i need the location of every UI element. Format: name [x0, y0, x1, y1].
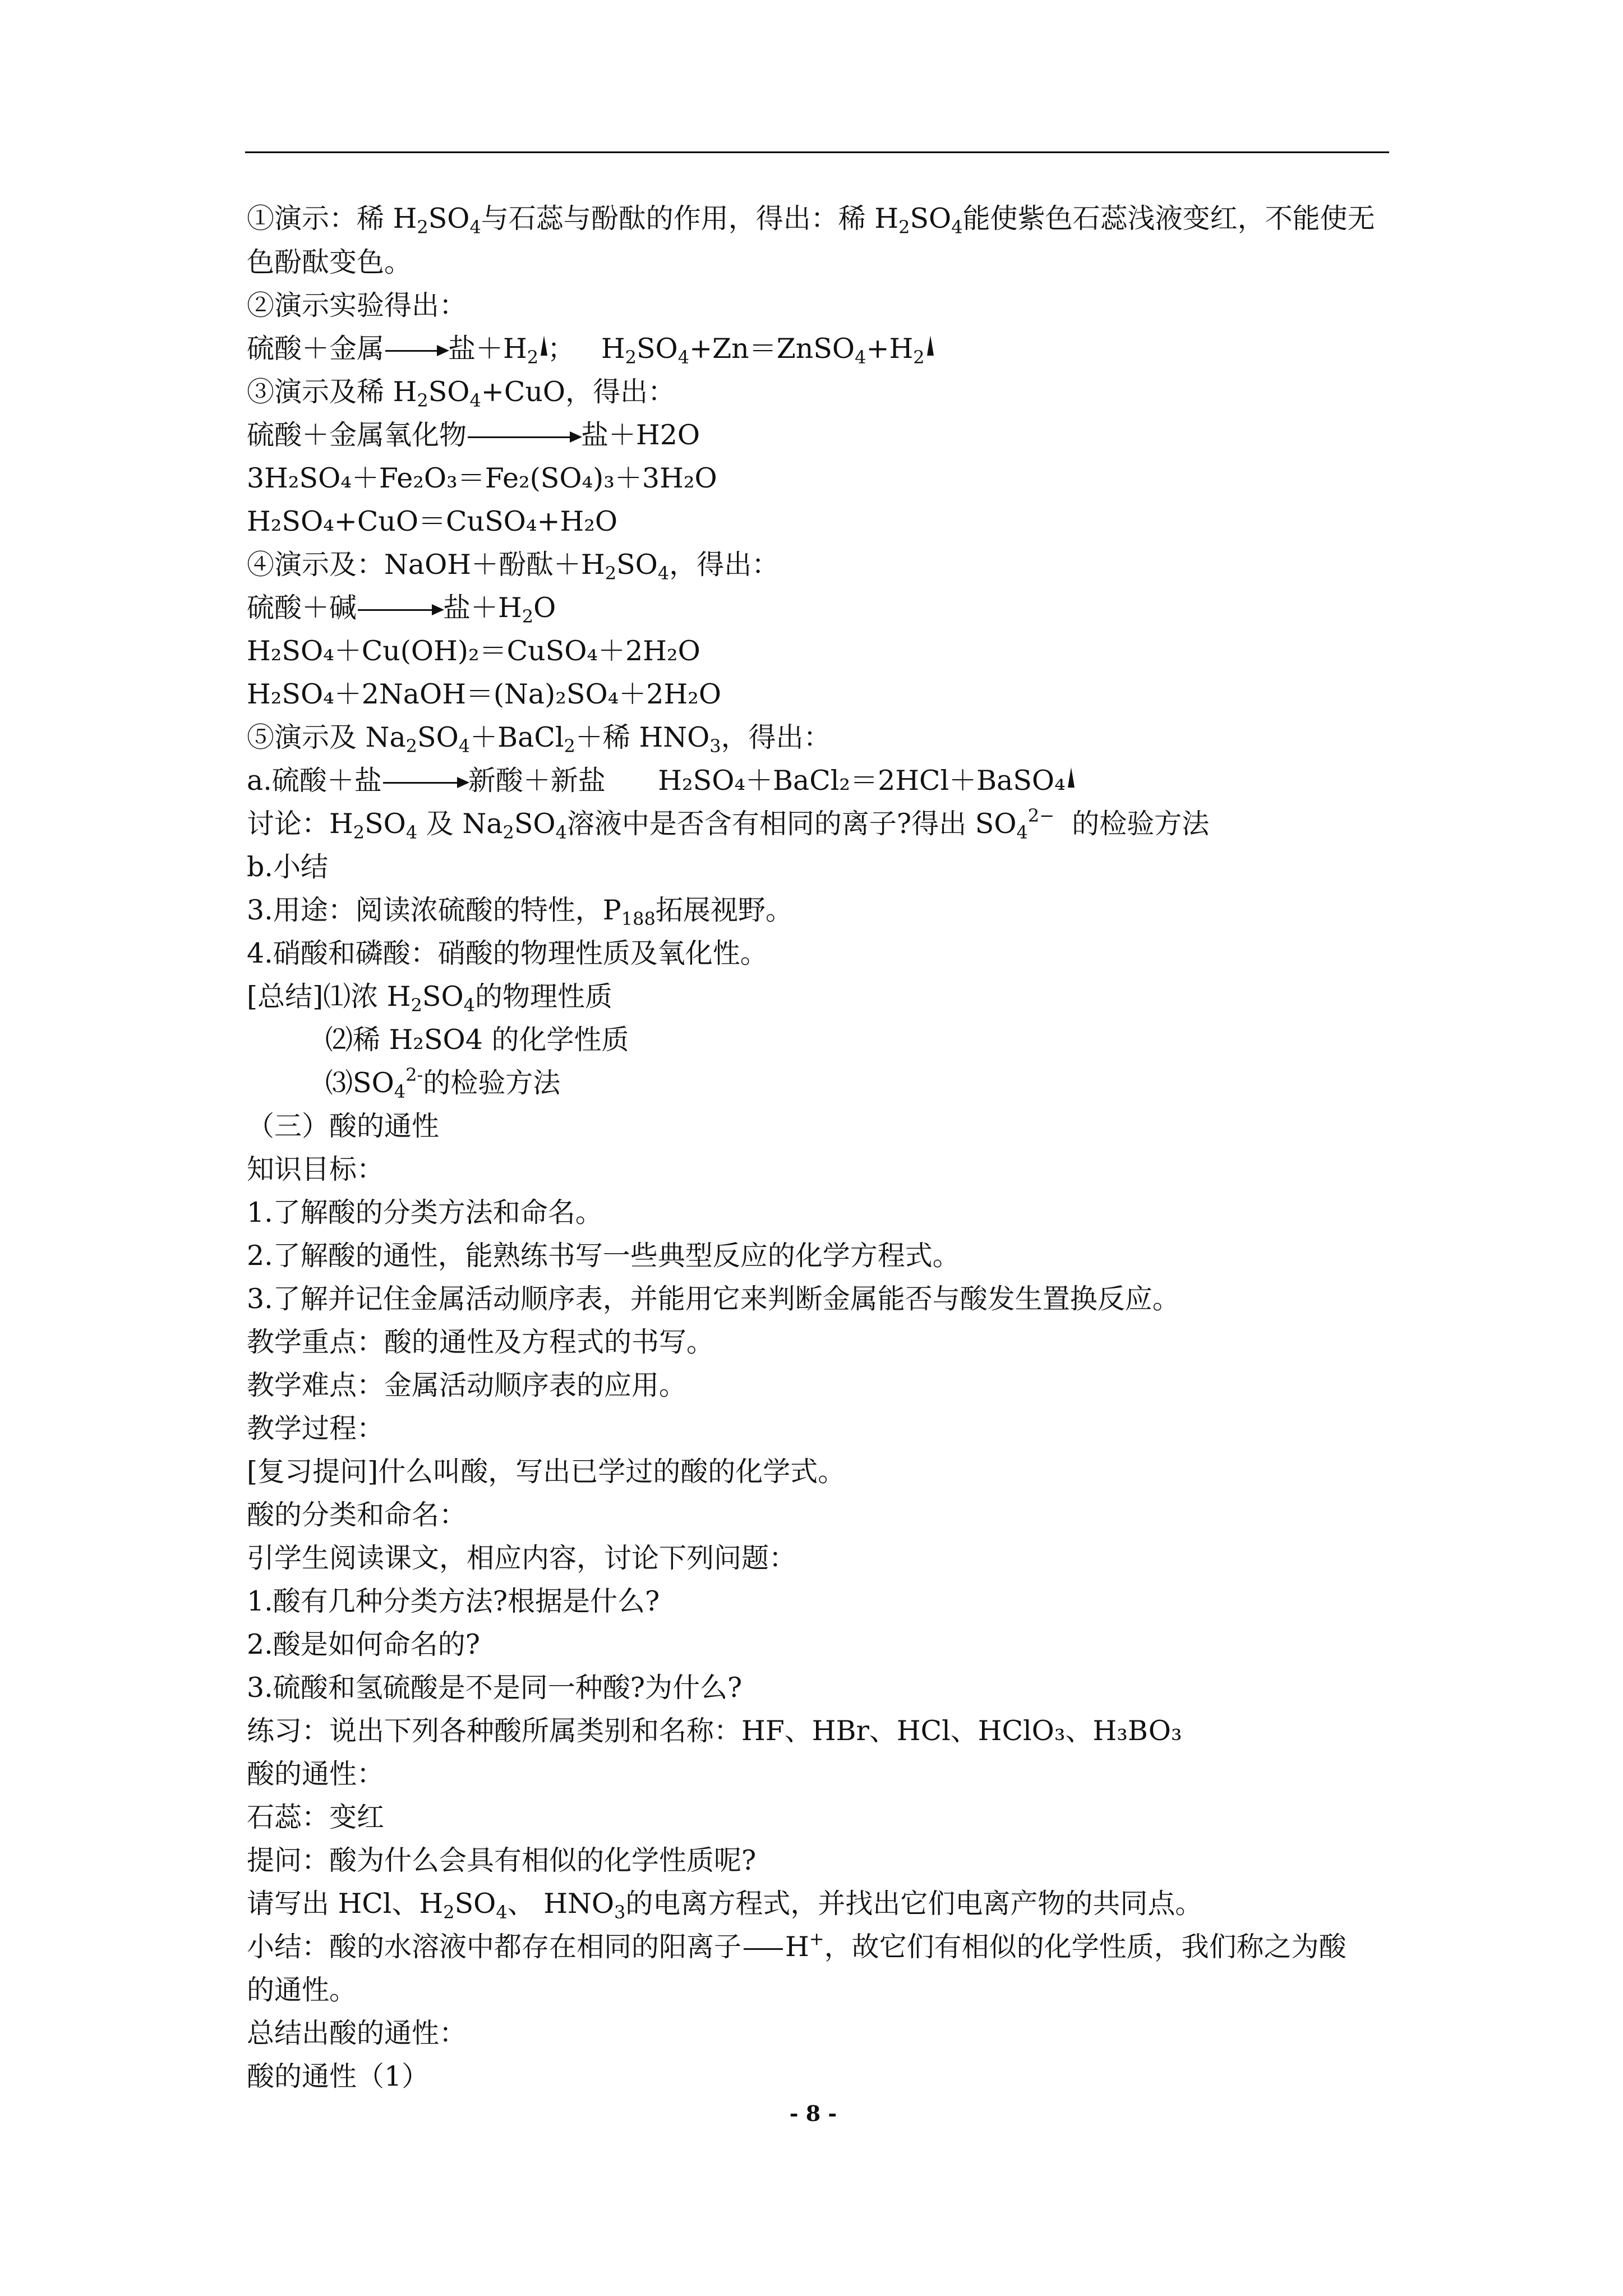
reaction-arrow	[385, 350, 447, 352]
line: 硫酸＋碱 盐$+H_2O$	[247, 592, 556, 627]
line: 酸的通性（1）	[247, 2060, 430, 2092]
line: 1.了解酸的分类方法和命名。	[247, 1197, 603, 1228]
header-rule	[245, 151, 1389, 153]
gas-arrow-icon	[541, 335, 547, 356]
reaction-arrow	[383, 782, 467, 784]
reaction-arrow	[468, 436, 580, 438]
line: ⑵稀 H₂SO4 的化学性质	[325, 1024, 629, 1056]
line: 讨论：$H_2SO_4$ 及 $Na_2SO_4$溶液中是否含有相同的离子?得出 $SO_4^{2-}$ 的检验方法	[247, 805, 1210, 843]
line: $⑶SO_4^{2-}$的检验方法	[325, 1064, 561, 1102]
line: 3.了解并记住金属活动顺序表，并能用它来判断金属能否与酸发生置换反应。	[247, 1283, 1180, 1315]
line: ②演示实验得出：	[247, 289, 467, 321]
line: 1.酸有几种分类方法?根据是什么?	[247, 1585, 660, 1617]
line: ①演示：稀 $H_2SO_4$与石蕊与酚酞的作用，得出：稀 $H_2SO_4$能使紫色石蕊浅液变红，不能使无	[247, 203, 1375, 238]
line: 酸的分类和命名：	[247, 1499, 467, 1531]
line: 酸的通性：	[247, 1758, 385, 1790]
line: 练习：说出下列各种酸所属类别和名称：HF、HBr、HCl、HClO₃、H₃BO₃	[247, 1715, 1182, 1747]
line: 2.了解酸的通性，能熟练书写一些典型反应的化学方程式。	[247, 1240, 960, 1272]
line: 2.酸是如何命名的?	[247, 1628, 481, 1660]
line: 色酚酞变色。	[247, 246, 412, 278]
line: [复习提问]什么叫酸，写出已学过的酸的化学式。	[247, 1456, 846, 1488]
section-heading: （三）酸的通性	[247, 1110, 440, 1142]
line: 教学过程：	[247, 1412, 385, 1444]
line: ⑤演示及 $Na_2SO_4+BaCl_2+$稀 $HNO_3$，得出：	[247, 721, 831, 757]
line: ③演示及稀 $H_2SO_4+CuO$，得出：	[247, 376, 676, 411]
reaction-arrow	[358, 609, 442, 611]
line: 小结：酸的水溶液中都存在相同的阳离子 H+，故它们有相似的化学性质，我们称之为酸	[247, 1928, 1347, 1963]
line: 3H₂SO₄＋Fe₂O₃＝Fe₂(SO₄)₃＋3H₂O	[247, 462, 717, 494]
line: 硫酸＋金属氧化物 盐＋H2O	[247, 419, 700, 451]
line: 引学生阅读课文，相应内容，讨论下列问题：	[247, 1542, 797, 1574]
page-number: - 8 -	[789, 2101, 837, 2126]
line: 4.硝酸和磷酸：硝酸的物理性质及氧化性。	[247, 937, 768, 969]
line: 硫酸＋金属 盐$+H_2$ ； $H_2SO_4+Zn=ZnSO_4+H_2$	[247, 332, 934, 366]
dash	[744, 1948, 783, 1950]
line: [总结]⑴浓 $H_2SO_4$的物理性质	[247, 981, 613, 1016]
line: 教学难点：金属活动顺序表的应用。	[247, 1369, 687, 1401]
line: 3.硫酸和氢硫酸是不是同一种酸?为什么?	[247, 1672, 743, 1704]
line: 请写出 HCl、$H_2SO_4$、 $HNO_3$的电离方程式，并找出它们电离产物的共同点。	[247, 1888, 1203, 1923]
gas-arrow-icon	[927, 335, 934, 356]
line: H₂SO₄+CuO＝CuSO₄+H₂O	[247, 505, 618, 537]
line: ④演示及：NaOH＋酚酞$+H_2SO_4$，得出：	[247, 549, 780, 584]
line: H₂SO₄＋Cu(OH)₂＝CuSO₄＋2H₂O	[247, 635, 700, 667]
line: b.小结	[247, 851, 328, 883]
line: 知识目标：	[247, 1153, 385, 1185]
line: H₂SO₄＋2NaOH＝(Na)₂SO₄＋2H₂O	[247, 678, 721, 710]
line: 的通性。	[247, 1974, 357, 2006]
line: 提问：酸为什么会具有相似的化学性质呢?	[247, 1844, 757, 1876]
line: 总结出酸的通性：	[247, 2017, 467, 2049]
line: 3.用途：阅读浓硫酸的特性，$P_{188}$拓展视野。	[247, 894, 793, 930]
line: 教学重点：酸的通性及方程式的书写。	[247, 1326, 714, 1358]
gas-arrow-icon	[1068, 767, 1075, 788]
line: a.硫酸＋盐 新酸＋新盐 H₂SO₄＋BaCl₂＝2HCl＋BaSO₄	[247, 764, 1075, 798]
line: 石蕊：变红	[247, 1801, 385, 1833]
